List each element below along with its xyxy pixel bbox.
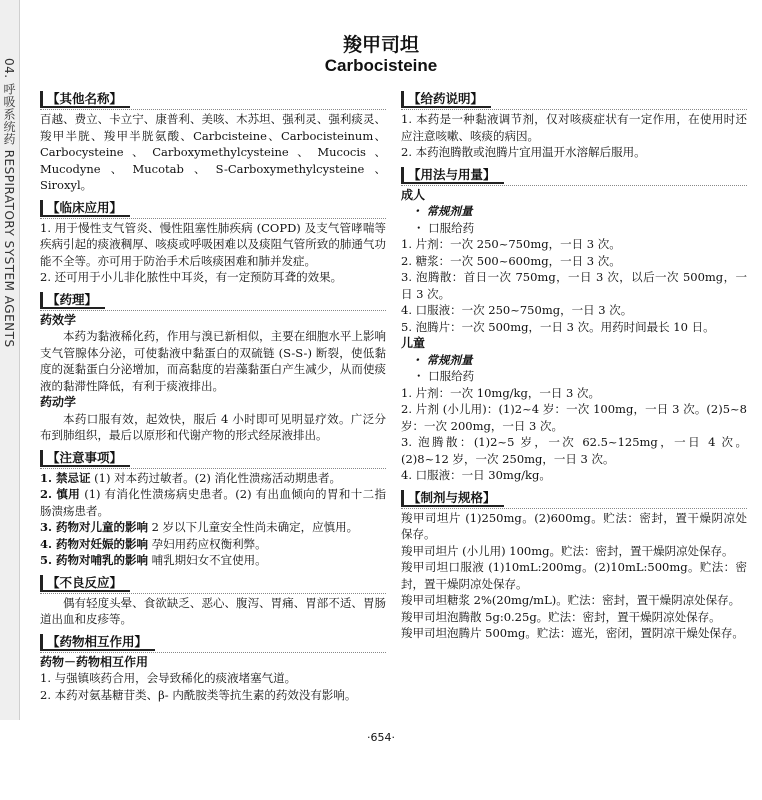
section-heading: 【临床应用】 [40, 200, 130, 217]
dosage-route-label: ・ 口服给药 [413, 369, 475, 383]
precaution-text: 孕妇用药应权衡利弊。 [148, 536, 267, 551]
precaution-label: 4. 药物对妊娠的影响 [40, 536, 149, 551]
section-heading: 【注意事项】 [40, 450, 130, 467]
formulation-item: 羧甲司坦片 (小儿用) 100mg。贮法：密封，置干燥阴凉处保存。 [401, 543, 734, 558]
precaution-item [40, 519, 386, 536]
precaution-text: 2 岁以下儿童安全性尚未确定，应慎用。 [148, 520, 359, 534]
section-interactions [40, 634, 386, 704]
admin-note-item: 2. 本药泡腾散或泡腾片宜用温开水溶解后服用。 [401, 145, 646, 159]
adverse-text: 偶有轻度头晕、食欲缺乏、恶心、腹泻、胃痛、胃部不适、胃肠道出血和皮疹等。 [40, 595, 386, 626]
pharmacodynamics-text: 本药为黏液稀化药，作用与溴已新相似，主要在细胞水平上影响支气管腺体分泌，可使黏液中黏蛋白的双硫链 (S-S-) 断裂，使低黏度的涎黏蛋白分泌增加，而高黏度的岩藻黏蛋白产生减少，从而使痰液的黏滞性降低，有利于痰液排出。 [40, 329, 386, 393]
pharmacokinetics-text: 本药口服有效，起效快，服后 4 小时即可见明显疗效。广泛分布到肺组织，最后以原形和代谢产物的形式经尿液排出。 [40, 411, 386, 442]
dosage-route-label: ・ 口服给药 [413, 220, 475, 235]
section-heading: 【药理】 [40, 292, 105, 309]
section-formulations [401, 490, 747, 642]
precaution-text: (1) 有消化性溃疡病史患者。(2) 有出血倾向的胃和十二指肠溃疡患者。 [40, 487, 386, 518]
section-dosage [401, 167, 747, 484]
clinical-use-item: 2. 还可用于小儿非化脓性中耳炎，有一定预防耳聋的效果。 [40, 270, 343, 284]
dosage-item: 2. 片剂 (小儿用)：(1)2~4 岁：一次 100mg，一日 3 次。(2)5~8 岁：一次 200mg，一日 3 次。 [401, 402, 747, 433]
section-adverse-reactions [40, 575, 386, 628]
drug-title-cn: 羧甲司坦 [342, 34, 419, 56]
right-column [401, 91, 747, 648]
side-tab-label: 04. 呼吸系统药 RESPIRATORY SYSTEM AGENTS [2, 58, 16, 348]
section-clinical-use [40, 200, 386, 286]
precaution-label: 2. 慎用 [40, 487, 81, 501]
dosage-item: 3. 泡腾散：(1)2~5 岁，一次 62.5~125mg，一日 4 次。(2)8~12 岁，一次 250mg，一日 3 次。 [401, 435, 747, 466]
formulation-item: 羧甲司坦口服液 (1)10mL:200mg。(2)10mL:500mg。贮法：密封，置干燥阴凉处保存。 [401, 560, 747, 591]
formulation-item: 羧甲司坦泡腾散 5g:0.25g。贮法：密封，置干燥阴凉处保存。 [401, 609, 721, 624]
section-heading: 【给药说明】 [401, 91, 491, 108]
dosage-child-heading: 儿童 [401, 336, 426, 350]
formulation-item: 羧甲司坦泡腾片 500mg。贮法：遮光，密闭，置阴凉干燥处保存。 [401, 626, 744, 640]
section-other-names [40, 91, 386, 194]
page-number: ·654· [367, 731, 395, 744]
precaution-item [40, 536, 386, 553]
section-heading: 【不良反应】 [40, 575, 130, 592]
precaution-item [40, 470, 386, 487]
drug-title-en: Carbocisteine [324, 56, 438, 75]
dosage-regular-label: ・ 常规剂量 [411, 204, 473, 218]
precaution-text: 哺乳期妇女不宜使用。 [148, 553, 267, 567]
section-heading: 【用法与用量】 [401, 167, 504, 184]
precaution-item [40, 486, 386, 519]
section-precautions [40, 450, 386, 569]
other-names-text: 百越、费立、卡立宁、康普利、美咳、木苏坦、强利灵、强利痰灵、羧甲半胱、羧甲半胱氨酸、Carbcisteine、Carbocisteinum、Carbocysteine、Carboxymethylcysteine、Mucocis、Mucodyne、Mucotab、S-Carboxymethylcysteine、Siroxyl。 [40, 112, 386, 192]
side-tab [0, 0, 20, 720]
dosage-item: 3. 泡腾散：首日一次 750mg，一日 3 次，以后一次 500mg，一日 3 次。 [401, 270, 747, 301]
precaution-text: (1) 对本药过敏者。(2) 消化性溃疡活动期患者。 [90, 470, 342, 485]
dosage-regular-label: ・ 常规剂量 [411, 352, 473, 367]
dosage-item: 4. 口服液：一次 250~750mg，一日 3 次。 [401, 303, 633, 317]
precaution-label: 5. 药物对哺乳的影响 [40, 553, 149, 567]
dosage-adult-heading: 成人 [401, 187, 426, 202]
section-pharmacology [40, 292, 386, 444]
section-heading: 【制剂与规格】 [401, 490, 504, 507]
dosage-item: 1. 片剂：一次 10mg/kg，一日 3 次。 [401, 385, 601, 400]
precaution-item [40, 552, 386, 569]
interaction-item: 2. 本药对氨基糖苷类、β- 内酰胺类等抗生素的药效没有影响。 [40, 687, 357, 702]
dosage-item: 1. 片剂：一次 250~750mg，一日 3 次。 [401, 237, 621, 251]
dosage-item: 2. 糖浆：一次 500~600mg，一日 3 次。 [401, 253, 621, 268]
precaution-label: 3. 药物对儿童的影响 [40, 520, 149, 534]
dosage-item: 4. 口服液：一日 30mg/kg。 [401, 468, 551, 482]
interaction-item: 1. 与强镇咳药合用，会导致稀化的痰液堵塞气道。 [40, 671, 297, 685]
formulation-item: 羧甲司坦糖浆 2%(20mg/mL)。贮法：密封，置干燥阴凉处保存。 [401, 593, 741, 607]
formulation-item: 羧甲司坦片 (1)250mg。(2)600mg。贮法：密封，置干燥阴凉处保存。 [401, 510, 747, 541]
admin-note-item: 1. 本药是一种黏液调节剂，仅对咳痰症状有一定作用，在使用时还应注意咳嗽、咳痰的病因。 [401, 112, 747, 143]
interactions-subheading: 药物－药物相互作用 [40, 654, 149, 669]
section-heading: 【药物相互作用】 [40, 634, 155, 651]
pharmacokinetics-heading: 药动学 [40, 395, 77, 409]
pharmacodynamics-heading: 药效学 [40, 312, 77, 327]
section-heading: 【其他名称】 [40, 91, 130, 108]
dosage-item: 5. 泡腾片：一次 500mg，一日 3 次。用药时间最长 10 日。 [401, 319, 715, 334]
section-admin-notes [401, 91, 747, 161]
left-column [40, 91, 386, 709]
clinical-use-item: 1. 用于慢性支气管炎、慢性阻塞性肺疾病 (COPD) 及支气管哮喘等疾病引起的痰液稠厚、咳痰或呼吸困难以及痰阻气管所致的肺通气功能不全等。亦可用于防治手术后咳痰困难和肺并发症。 [40, 220, 386, 268]
precaution-label: 1. 禁忌证 [40, 470, 91, 485]
